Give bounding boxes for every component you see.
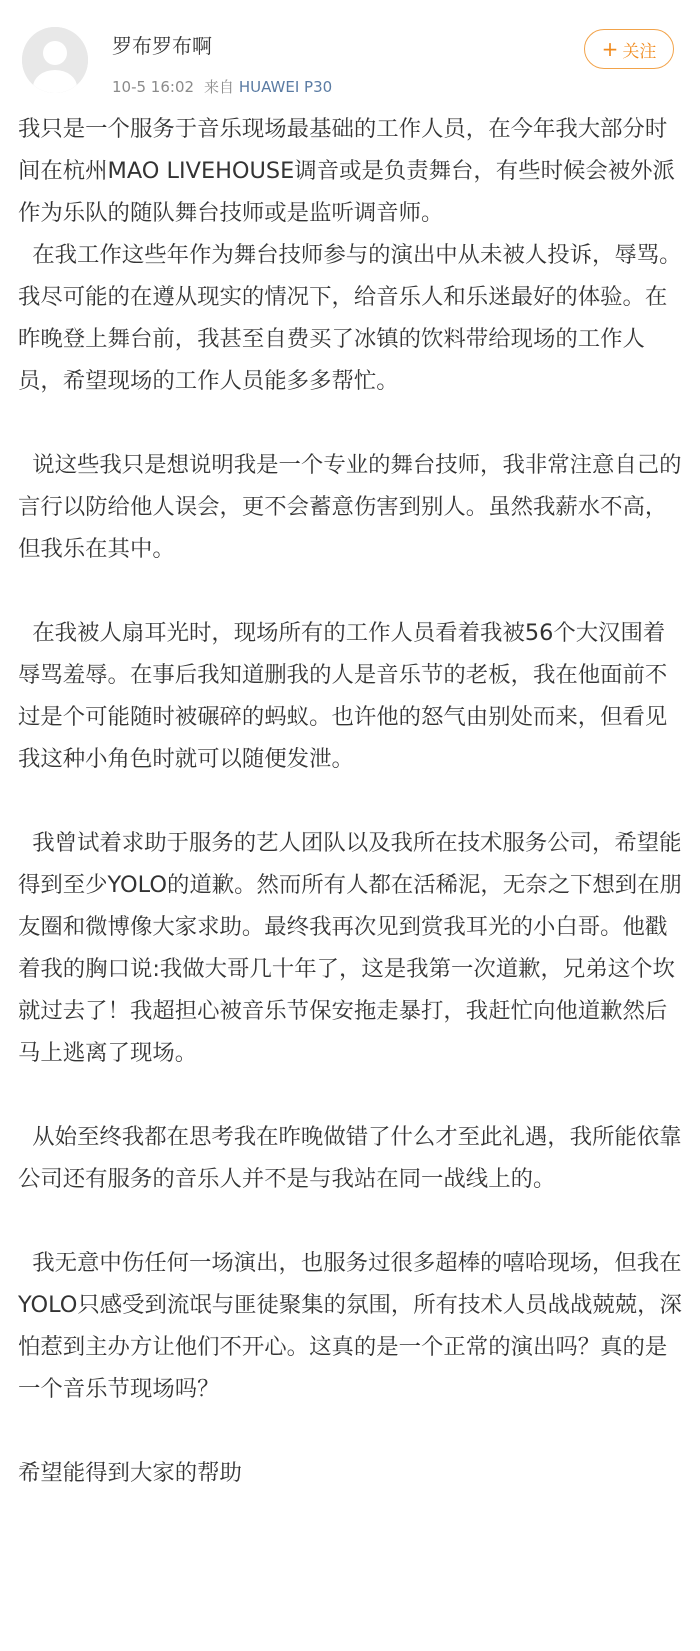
post-body — [18, 108, 683, 1494]
paragraph: 在我被人扇耳光时，现场所有的工作人员看着我被56个大汉围着辱骂羞辱。在事后我知道删我的人是音乐节的老板，我在他面前不过是个可能随时被碾碎的蚂蚁。也许他的怒气由别处而来，但看见我这种小角色时就可以随便发泄。 — [18, 620, 668, 772]
paragraph: 我曾试着求助于服务的艺人团队以及我所在技术服务公司，希望能得到至少YOLO的道歉。然而所有人都在活稀泥，无奈之下想到在朋友圈和微博像大家求助。最终我再次见到赏我耳光的小白哥。他戳着我的胸口说:我做大哥几十年了，这是我第一次道歉，兄弟这个坎就过去了！我超担心被音乐节保安拖走暴打，我赶忙向他道歉然后马上逃离了现场。 — [18, 830, 682, 1066]
username[interactable]: 罗布罗布啊 — [112, 34, 212, 58]
plus-icon: + — [601, 37, 619, 61]
paragraph-gap — [18, 1200, 683, 1242]
follow-button[interactable] — [584, 29, 674, 69]
paragraph: 希望能得到大家的帮助 — [18, 1460, 242, 1486]
paragraph-gap — [18, 570, 683, 612]
device-link[interactable]: HUAWEI P30 — [238, 78, 333, 96]
avatar[interactable] — [22, 27, 88, 93]
paragraph-gap — [18, 402, 683, 444]
post-header — [0, 0, 700, 108]
paragraph: 从始至终我都在思考我在昨晚做错了什么才至此礼遇，我所能依靠公司还有服务的音乐人并不是与我站在同一战线上的。 — [18, 1124, 682, 1192]
post-meta — [112, 76, 332, 97]
paragraph: 我无意中伤任何一场演出，也服务过很多超棒的嘻哈现场，但我在YOLO只感受到流氓与匪徒聚集的氛围，所有技术人员战战兢兢，深怕惹到主办方让他们不开心。这真的是一个正常的演出吗？真的是一个音乐节现场吗？ — [18, 1250, 682, 1402]
follow-label: 关注 — [622, 41, 657, 62]
paragraph: 我只是一个服务于音乐现场最基础的工作人员，在今年我大部分时间在杭州MAO LIVEHOUSE调音或是负责舞台，有些时候会被外派作为乐队的随队舞台技师或是监听调音师。 — [18, 116, 675, 226]
paragraph-gap — [18, 1074, 683, 1116]
default-avatar-icon — [22, 27, 88, 93]
source-label: 来自 — [204, 78, 235, 96]
post-time: 10-5 16:02 — [112, 78, 195, 96]
paragraph-gap — [18, 1410, 683, 1452]
paragraph: 说这些我只是想说明我是一个专业的舞台技师，我非常注意自己的言行以防给他人误会，更不会蓄意伤害到别人。虽然我薪水不高，但我乐在其中。 — [18, 452, 682, 562]
paragraph: 在我工作这些年作为舞台技师参与的演出中从未被人投诉，辱骂。我尽可能的在遵从现实的情况下，给音乐人和乐迷最好的体验。在昨晚登上舞台前，我甚至自费买了冰镇的饮料带给现场的工作人员，希望现场的工作人员能多多帮忙。 — [18, 242, 682, 394]
paragraph-gap — [18, 780, 683, 822]
